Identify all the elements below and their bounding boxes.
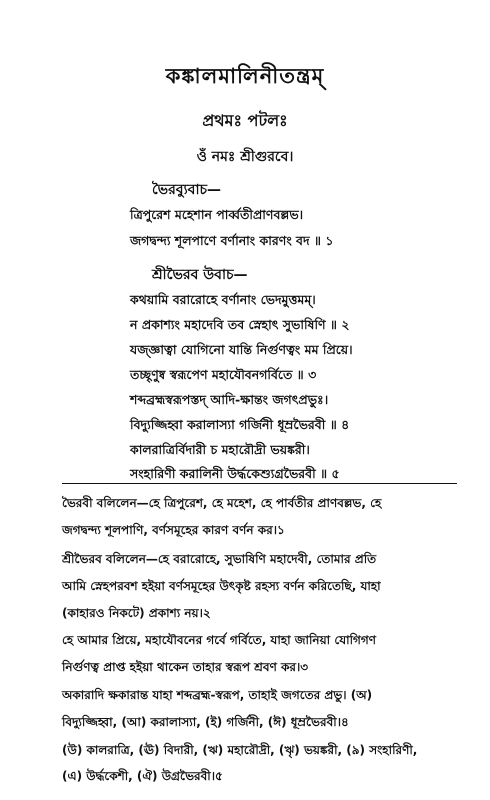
page-title: কঙ্কালমালিনীতন্ত্রম্ [165,64,325,88]
verse-line: শব্দব্রহ্মস্বরূপস্তদ্ আদি-ক্ষান্তং জগৎপ্রভুঃ। [130,392,329,407]
commentary-line: জগদ্বন্দ্য শূলপাণি, বর্ণসমূহের কারণ বর্ণন কর।১ [62,523,285,537]
verse-line: বিদ্যুজ্জিহ্বা করালাস্যা গর্জিনী ধূম্রভৈরবী ॥ ৪ [130,417,350,432]
commentary-line: শ্রীভৈরব বলিলেন—হে বরারোহে, সুভাষিণি মহাদেবী, তোমার প্রতি [62,552,377,566]
commentary-line: আমি স্নেহপরবশ হইয়া বর্ণসমূহের উৎকৃষ্ট রহস্য বর্ণন করিতেছি, যাহা [62,579,381,593]
commentary-line: ভৈরবী বলিলেন—হে ত্রিপুরেশ, হে মহেশ, হে পার্বতীর প্রাণবল্লভ, হে [62,496,382,510]
commentary-line: হে আমার প্রিয়ে, মহাযৌবনের গর্বে গর্বিতে, যাহা জানিয়া যোগিগণ [62,633,376,647]
commentary-line: নির্গুণত্ব প্রাপ্ত হইয়া থাকেন তাহার স্বরূপ শ্রবণ কর।৩ [62,660,309,674]
salutation: ওঁ নমঃ শ্রীগুরবে। [196,149,294,165]
commentary-line: (এ) উর্দ্ধকেশী, (ঐ) উগ্রভৈরবী।৫ [62,769,223,783]
speaker-bhairava: শ্রীভৈরব উবাচ— [152,267,248,283]
verse-line: যজ্জ্ঞাত্বা যোগিনো যান্তি নির্গুণত্বং মম প্রিয়ে। [130,342,353,357]
speaker-bhairavi: ভৈরব্যুবাচ— [152,182,222,198]
verse-line: তচ্ছৃণুষ্ব স্বরূপেণ মহাযৌবনগর্বিতে ॥ ৩ [130,367,317,382]
section-divider [62,483,457,484]
verse-line: কালরাত্রির্বিদারী চ মহারৌদ্রী ভয়ঙ্করী। [130,442,310,457]
chapter-heading: প্রথমঃ পটলঃ [202,111,288,130]
verse-line: কথয়ামি বরারোহে বর্ণানাং ভেদমুত্তমম্। [130,292,316,307]
commentary-line: (কাহারও নিকটে) প্রকাশ্য নয়।২ [62,606,211,620]
verse-line: জগদ্বন্দ্য শূলপাণে বর্ণানাং কারণং বদ ॥ ১ [130,233,334,248]
commentary-line: অকারাদি ক্ষকারান্ত যাহা শব্দব্রহ্ম-স্বরূপ, তাহাই জগতের প্রভু। (অ) [62,688,373,702]
commentary-line: বিদ্যুজ্জিহ্বা, (আ) করালাস্যা, (ই) গর্জিনী, (ঈ) ধূম্রভৈরবী।৪ [62,715,349,729]
verse-line: ন প্রকাশ্যং মহাদেবি তব স্নেহাৎ সুভাষিণি ॥ ২ [130,317,350,332]
verse-line: সংহারিণী করালিনী উর্দ্ধকেশ্যুগ্রভৈরবী ॥ ৫ [130,466,340,481]
verse-line: ত্রিপুরেশ মহেশান পার্ব্বতীপ্রাণবল্লভ। [130,207,304,222]
commentary-line: (উ) কালরাত্রি, (ঊ) বিদারী, (ঋ) মহারৌদ্রী, (ৠ) ভয়ঙ্করী, (৯) সংহারিণী, [62,743,418,757]
